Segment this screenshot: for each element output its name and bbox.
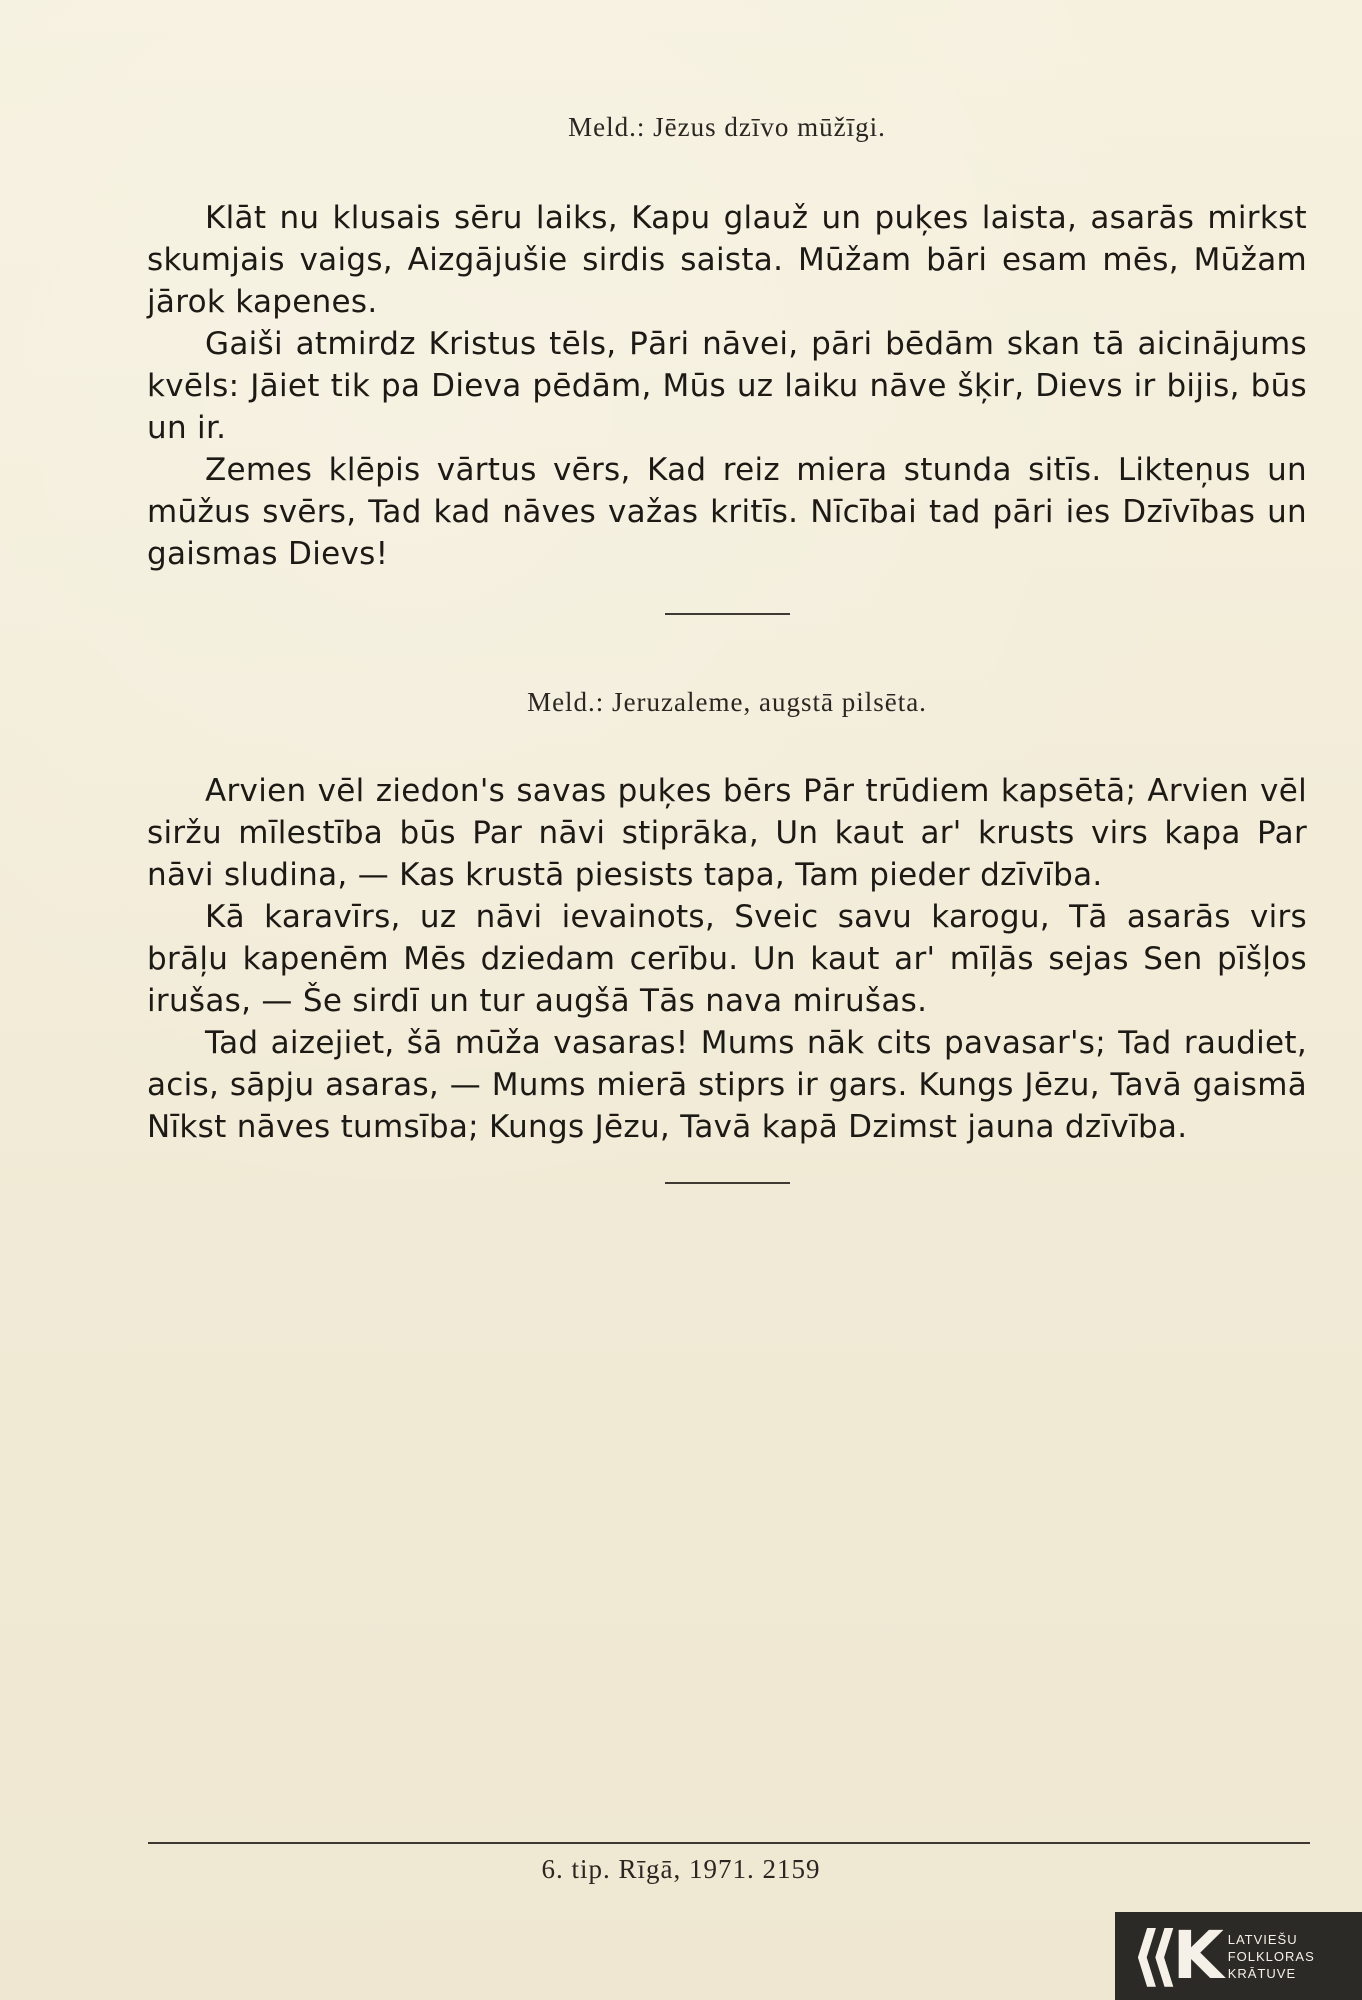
page-content — [147, 112, 1307, 1184]
verse-6: Tad aizejiet, šā mūža vasaras! Mums nāk cits pavasar's; Tad raudiet, acis, sāpju asaras, — Mums mierā stiprs ir gars. Kungs Jēzu, Tavā gaismā Nīkst nāves tumsība; Kungs Jēzu, Tavā kapā Dzimst jauna dzīvība. — [147, 1025, 1307, 1145]
melody-heading-2: Meld.: Jeruzaleme, augstā pilsēta. — [527, 687, 927, 717]
footer-rule — [148, 1842, 1310, 1844]
logo-line-3: KRĀTUVE — [1227, 1965, 1297, 1981]
verse-3: Zemes klēpis vārtus vērs, Kad reiz miera stunda sitīs. Likteņus un mūžus svērs, Tad kad nāves važas kritīs. Nīcībai tad pāri ies Dzīvības un gaismas Dievs! — [147, 452, 1307, 572]
printer-info: 6. tip. Rīgā, 1971. 2159 — [541, 1854, 821, 1884]
archive-logo-text — [1228, 1931, 1315, 1982]
verse-1: Klāt nu klusais sēru laiks, Kapu glauž un puķes laista, asarās mirkst skumjais vaigs, Aizgājušie sirdis saista. Mūžam bāri esam mēs, Mūžam jārok kapenes. — [147, 200, 1307, 320]
logo-line-2: FOLKLORAS — [1227, 1948, 1315, 1964]
logo-line-1: LATVIEŠU — [1227, 1931, 1298, 1947]
melody-heading-1: Meld.: Jēzus dzīvo mūžīgi. — [568, 112, 886, 142]
verse-5: Kā karavīrs, uz nāvi ievainots, Sveic savu karogu, Tā asarās virs brāļu kapenēm Mēs dziedam cerību. Un kaut ar' mīļās sejas Sen pīšļos irušas, — Še sirdī un tur augšā Tās nava mirušas. — [147, 899, 1307, 1019]
archive-logo — [1115, 1912, 1362, 2000]
verse-4: Arvien vēl ziedon's savas puķes bērs Pār trūdiem kapsētā; Arvien vēl siržu mīlestība būs Par nāvi stiprāka, Un kaut ar' krusts virs kapa Par nāvi sludina, — Kas krustā piesists tapa, Tam pieder dzīvība. — [147, 773, 1307, 893]
section-divider-2 — [665, 1182, 790, 1184]
archive-logo-icon: ⟪K — [1131, 1917, 1218, 1994]
verse-2: Gaiši atmirdz Kristus tēls, Pāri nāvei, pāri bēdām skan tā aicinājums kvēls: Jāiet tik pa Dieva pēdām, Mūs uz laiku nāve šķir, Dievs ir bijis, būs un ir. — [147, 326, 1307, 446]
